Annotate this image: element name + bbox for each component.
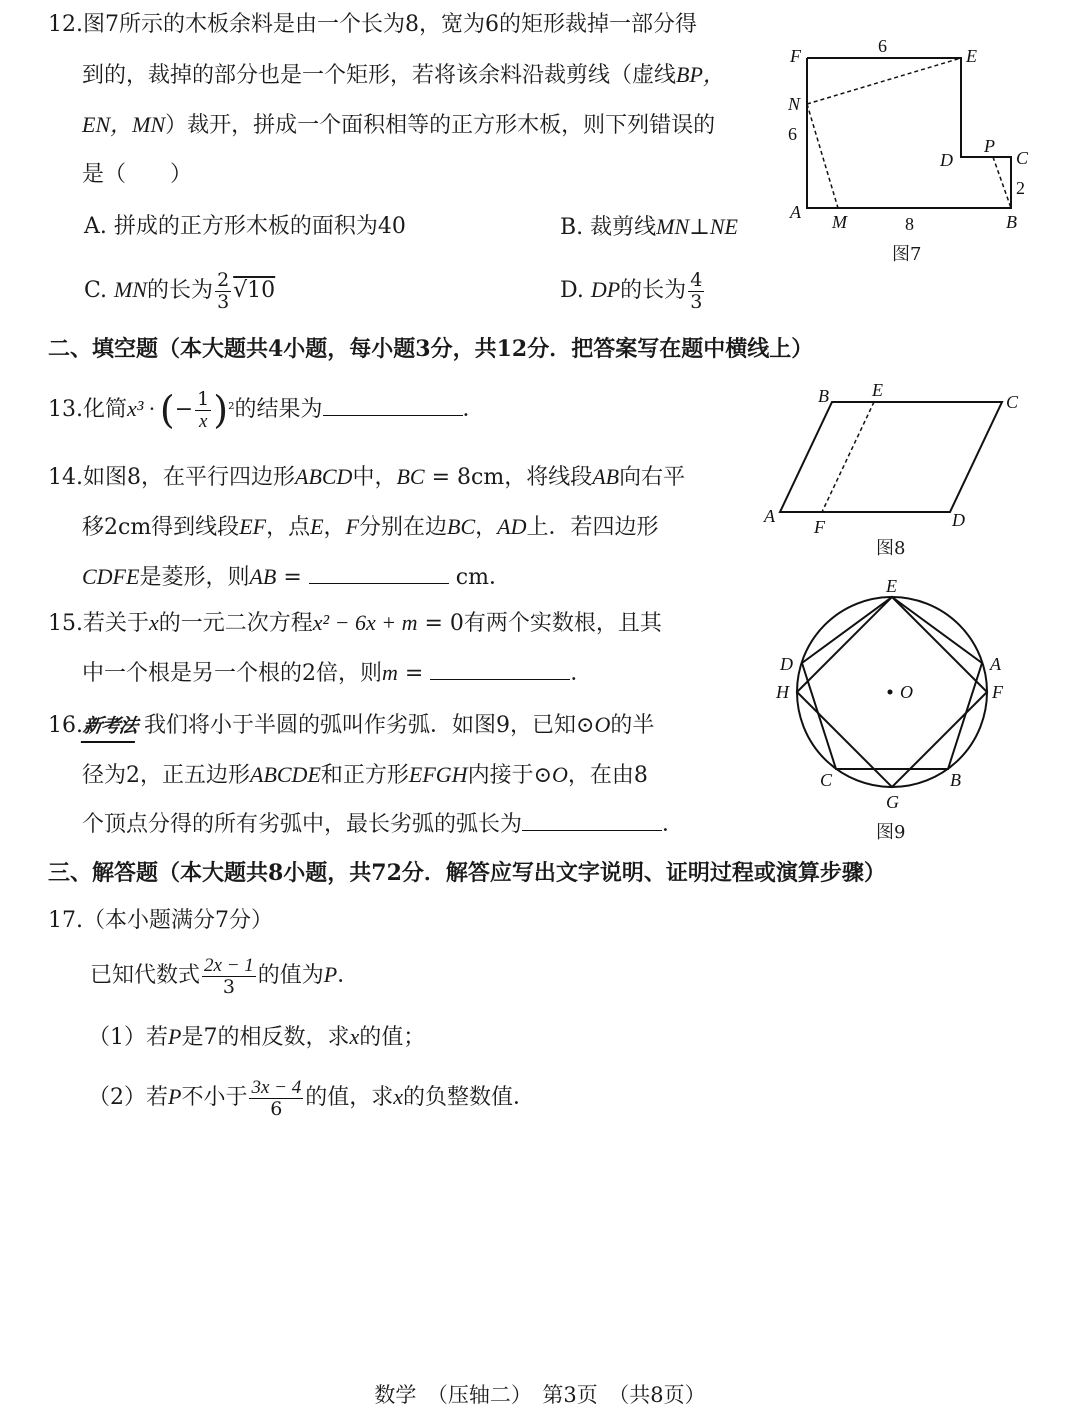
q16-abcde: ABCDE bbox=[250, 762, 321, 787]
fig7-label-b: B bbox=[1006, 212, 1017, 232]
q14-text: 移2cm得到线段 bbox=[82, 515, 240, 540]
figure-9 bbox=[770, 574, 1030, 818]
q12-en-mn: EN，MN bbox=[82, 112, 166, 137]
q17-intro bbox=[90, 950, 359, 1001]
q14-line2 bbox=[82, 512, 659, 543]
q12-option-b-math: MN⊥NE bbox=[656, 214, 738, 239]
q17-header: 17.（本小题满分7分） bbox=[48, 908, 273, 933]
fraction-numerator: 2x − 1 bbox=[204, 954, 254, 976]
fig8-label-a: A bbox=[764, 506, 775, 526]
q17-p: P bbox=[323, 962, 338, 987]
q16-text: 个顶点分得的所有劣弧中，最长劣弧的弧长为 bbox=[82, 812, 523, 837]
q16-answer-blank[interactable] bbox=[522, 810, 662, 831]
q16-number: 16. bbox=[48, 713, 83, 738]
q12-option-d bbox=[560, 268, 706, 313]
q14-line3 bbox=[82, 562, 511, 593]
q17-text: （1）若 bbox=[88, 1025, 168, 1050]
fig7-dim-left: 6 bbox=[788, 124, 797, 144]
q14-text: = 8cm，将线段 bbox=[424, 465, 593, 490]
q15-end: ． bbox=[570, 661, 593, 686]
fraction-numerator: 1 bbox=[197, 387, 210, 410]
q14-text: 是菱形，则 bbox=[139, 565, 250, 590]
q14-abcd: ABCD bbox=[295, 464, 353, 489]
section-3-heading: 三、解答题（本大题共8小题，共72分．解答应写出文字说明、证明过程或演算步骤） bbox=[48, 860, 886, 886]
q16-text: 径为2，正五边形 bbox=[82, 763, 250, 788]
q17-text: 的值为 bbox=[257, 963, 324, 988]
q17-part1 bbox=[88, 1022, 425, 1053]
fig7-label-c: C bbox=[1016, 148, 1029, 168]
fig7-outline bbox=[807, 58, 1011, 208]
fraction-denominator: x bbox=[198, 410, 208, 432]
fig8-caption: 图8 bbox=[876, 538, 906, 559]
q17-text: 的值； bbox=[359, 1025, 426, 1050]
fig7-dim-top: 6 bbox=[878, 36, 887, 56]
q16-line1 bbox=[48, 710, 654, 743]
fig7-label-m: M bbox=[832, 212, 847, 232]
q13-text-2: 的结果为 bbox=[234, 397, 323, 422]
fig7-dim-right: 2 bbox=[1016, 178, 1025, 198]
q14-text: ，点 bbox=[266, 515, 311, 540]
q15-line2 bbox=[82, 658, 592, 689]
fig8-label-d: D bbox=[952, 510, 965, 530]
q16-text: ，在由8 bbox=[567, 763, 648, 788]
fig8-segment-ef bbox=[822, 402, 874, 512]
fig9-center-dot bbox=[888, 690, 893, 695]
q16-text: 内接于⊙ bbox=[467, 763, 552, 788]
q17-text: （2）若 bbox=[88, 1085, 168, 1110]
q17-text: 已知代数式 bbox=[90, 963, 201, 988]
q12-text-1: 图7所示的木板余料是由一个长为8，宽为6的矩形裁掉一部分得 bbox=[83, 12, 697, 37]
q17-part2-fraction bbox=[249, 1077, 303, 1120]
q14-text: 中， bbox=[352, 465, 397, 490]
q15-text: 若关于 bbox=[83, 611, 150, 636]
fig8-parallelogram bbox=[780, 402, 1002, 512]
q14-text: ， bbox=[323, 515, 346, 540]
fig7-cut-mn bbox=[807, 104, 838, 208]
q17-p: P bbox=[168, 1024, 182, 1049]
q12-option-c-text: 的长为 bbox=[147, 278, 214, 303]
q14-text: ， bbox=[475, 515, 498, 540]
q12-option-c-var: MN bbox=[114, 277, 148, 302]
q15-text: 中一个根是另一个根的2倍，则 bbox=[82, 661, 382, 686]
q17-intro-fraction bbox=[202, 955, 256, 998]
q16-efgh: EFGH bbox=[408, 762, 468, 787]
fig7-label-d: D bbox=[940, 150, 953, 170]
fig9-label-d: D bbox=[780, 654, 793, 674]
q12-option-d-label: D. bbox=[560, 278, 591, 303]
fig9-label-c: C bbox=[820, 770, 833, 790]
fraction-denominator: 6 bbox=[270, 1097, 283, 1120]
q15-equation: x² − 6x + m bbox=[312, 610, 418, 635]
q13-answer-blank[interactable] bbox=[323, 395, 463, 416]
q14-ad: AD bbox=[497, 514, 527, 539]
q13-fraction bbox=[195, 389, 211, 432]
fig8-label-c: C bbox=[1006, 392, 1019, 412]
q12-option-d-text: 的长为 bbox=[620, 278, 687, 303]
q14-text: = bbox=[276, 565, 309, 590]
q16-text: 我们将小于半圆的弧叫作劣弧．如图9，已知⊙ bbox=[144, 713, 595, 738]
q15-answer-blank[interactable] bbox=[430, 659, 570, 680]
q12-option-c-label: C. bbox=[84, 278, 115, 303]
q14-bc: BC bbox=[447, 514, 476, 539]
q16-text: 和正方形 bbox=[320, 763, 409, 788]
figure-7 bbox=[780, 36, 1040, 264]
q16-o: O bbox=[594, 712, 611, 737]
fig9-label-h: H bbox=[776, 682, 789, 702]
q12-option-b bbox=[560, 212, 738, 243]
fig7-caption: 图7 bbox=[892, 244, 922, 265]
q14-bc: BC bbox=[396, 464, 425, 489]
fig7-cut-en bbox=[807, 58, 961, 104]
q16-line3 bbox=[82, 810, 684, 840]
q15-m: m bbox=[382, 660, 398, 685]
new-method-badge: 新考法 bbox=[81, 711, 140, 743]
q17-x: x bbox=[349, 1024, 360, 1049]
q15-line1 bbox=[48, 608, 662, 639]
fig8-label-b: B bbox=[818, 386, 829, 406]
section-2-heading: 二、填空题（本大题共4小题，每小题3分，共12分．把答案写在题中横线上） bbox=[48, 336, 814, 362]
q17-text: 的值，求 bbox=[305, 1085, 394, 1110]
q14-unit: cm． bbox=[448, 565, 511, 590]
q14-line1 bbox=[48, 462, 685, 493]
fig9-label-b: B bbox=[950, 770, 961, 790]
q16-end: ． bbox=[662, 812, 685, 837]
q14-ef: EF bbox=[239, 514, 267, 539]
fig7-label-n: N bbox=[788, 94, 801, 114]
fig7-dim-bottom: 8 bbox=[905, 214, 914, 234]
fig9-caption: 图9 bbox=[876, 822, 906, 843]
q17-part2 bbox=[88, 1072, 535, 1123]
q12-bp: BP， bbox=[676, 62, 725, 87]
q12-text-3: ）裁开，拼成一个面积相等的正方形木板，则下列错误的 bbox=[165, 113, 716, 138]
fraction-denominator: 3 bbox=[217, 290, 230, 313]
fraction-numerator: 2 bbox=[217, 268, 230, 291]
q14-text: 向右平 bbox=[619, 465, 686, 490]
q13-text: 化简 bbox=[83, 397, 128, 422]
q17-text: 不小于 bbox=[181, 1085, 248, 1110]
q17-text: 是7的相反数，求 bbox=[181, 1025, 350, 1050]
q12-option-d-fraction bbox=[688, 270, 704, 313]
q12-option-a bbox=[84, 212, 406, 242]
fraction-denominator: 3 bbox=[690, 290, 703, 313]
q15-x: x bbox=[149, 610, 159, 635]
fig9-pentagon bbox=[802, 597, 982, 769]
q12-option-c bbox=[84, 268, 275, 313]
fig7-cut-bp bbox=[993, 157, 1011, 208]
q12-line2 bbox=[82, 60, 725, 91]
q14-ab: AB bbox=[249, 564, 277, 589]
fig7-label-a: A bbox=[790, 202, 801, 222]
fig9-label-f: F bbox=[992, 682, 1003, 702]
q17-x: x bbox=[393, 1084, 404, 1109]
fraction-numerator: 3x − 4 bbox=[251, 1076, 302, 1098]
q17-end: ． bbox=[337, 963, 360, 988]
q12-option-c-root: √10 bbox=[233, 278, 276, 303]
q14-text: 分别在边 bbox=[359, 515, 448, 540]
figure-8 bbox=[760, 378, 1040, 538]
q15-text: = 0有两个实数根，且其 bbox=[417, 611, 662, 636]
q12-line3 bbox=[82, 110, 715, 141]
q12-text-2: 到的，裁掉的部分也是一个矩形，若将该余料沿裁剪线（虚线 bbox=[82, 63, 677, 88]
fig7-label-e: E bbox=[966, 46, 977, 66]
fig7-label-p: P bbox=[984, 136, 995, 156]
q12-line1 bbox=[48, 10, 697, 40]
fig9-label-e: E bbox=[886, 576, 897, 596]
q16-o: O bbox=[552, 762, 568, 787]
q12-line4 bbox=[82, 160, 192, 190]
page-footer: 数学 （压轴二） 第3页 （共8页） bbox=[374, 1383, 706, 1407]
q13-rparen: ) bbox=[213, 388, 229, 432]
q15-text: = bbox=[397, 661, 431, 686]
q13-number: 13. bbox=[48, 397, 83, 422]
fig7-label-f: F bbox=[790, 46, 801, 66]
q17-text: 的负整数值． bbox=[403, 1085, 536, 1110]
q14-ab: AB bbox=[592, 464, 620, 489]
fig9-label-a: A bbox=[990, 654, 1001, 674]
q13-x-cubed: x³ · bbox=[127, 396, 160, 421]
q12-option-b-text: B. 裁剪线 bbox=[560, 215, 657, 240]
q14-f: F bbox=[345, 514, 360, 539]
q13-square: ² bbox=[228, 399, 235, 418]
q12-option-c-fraction bbox=[215, 270, 231, 313]
q17-p: P bbox=[168, 1084, 182, 1109]
q14-cdfe: CDFE bbox=[82, 564, 140, 589]
q14-number: 14. bbox=[48, 465, 83, 490]
q13-line bbox=[48, 384, 485, 435]
fig9-label-o: O bbox=[900, 682, 913, 702]
q12-text-4: 是（ ） bbox=[82, 162, 193, 187]
q12-option-a-text: A. 拼成的正方形木板的面积为40 bbox=[84, 214, 406, 239]
fig8-label-f: F bbox=[814, 517, 825, 537]
q14-answer-blank[interactable] bbox=[309, 563, 449, 584]
q16-line2 bbox=[82, 760, 648, 791]
q13-minus: − bbox=[174, 397, 194, 422]
q12-option-d-var: DP bbox=[590, 277, 621, 302]
fraction-numerator: 4 bbox=[690, 268, 703, 291]
q13-lparen: ( bbox=[159, 388, 175, 432]
q14-text: 上．若四边形 bbox=[526, 515, 659, 540]
fig8-label-e: E bbox=[872, 380, 883, 400]
q15-number: 15. bbox=[48, 611, 83, 636]
q13-end: ． bbox=[462, 397, 485, 422]
fig9-label-g: G bbox=[886, 792, 899, 812]
q14-text: 如图8，在平行四边形 bbox=[83, 465, 295, 490]
q15-text: 的一元二次方程 bbox=[158, 611, 313, 636]
fraction-denominator: 3 bbox=[222, 975, 235, 998]
q16-text: 的半 bbox=[610, 713, 655, 738]
q14-e: E bbox=[310, 514, 324, 539]
q12-number: 12. bbox=[48, 12, 83, 37]
